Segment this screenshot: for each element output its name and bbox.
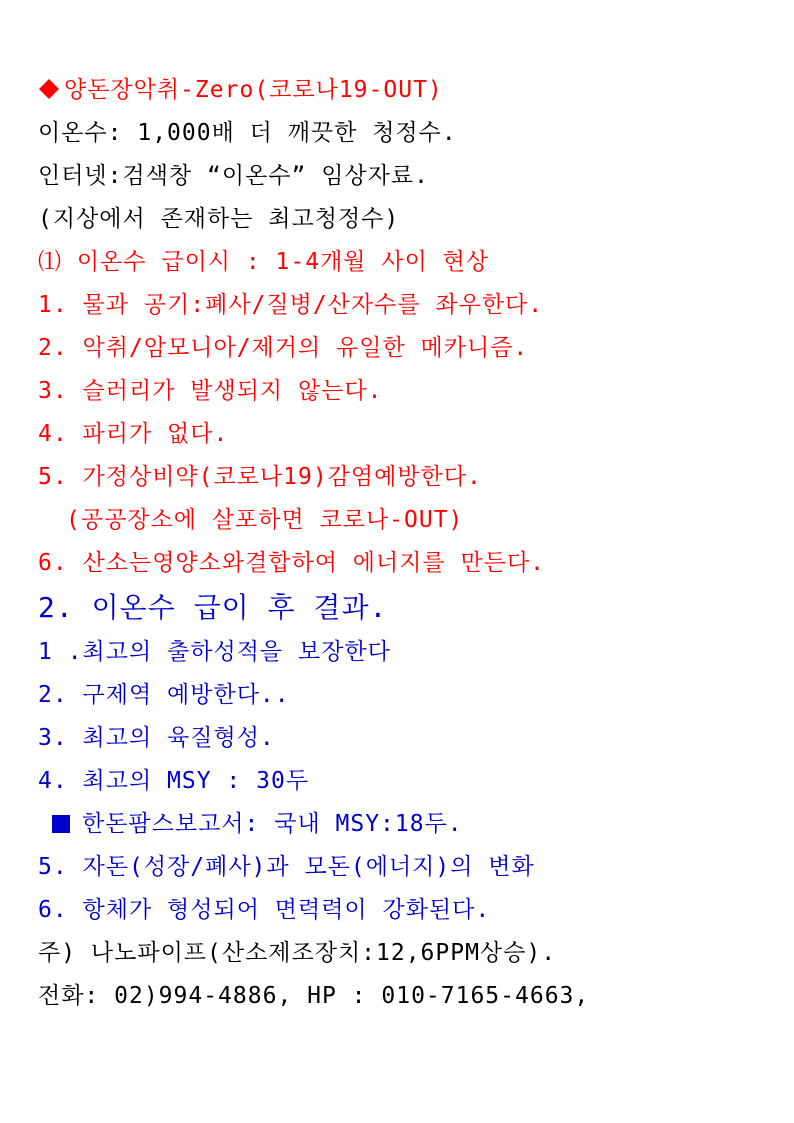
intro-line-3: (지상에서 존재하는 최고청정수) [38,206,400,232]
section1-item-3: 3. 슬러리가 발생되지 않는다. [38,378,383,404]
section2-item-3: 3. 최고의 육질형성. [38,725,275,751]
section2-heading: 2. 이온수 급이 후 결과. [38,591,388,624]
section2-item-5: 5. 자돈(성장/폐사)과 모돈(에너지)의 변화 [38,854,535,880]
footer-contact: 전화: 02)994-4886, HP : 010-7165-4663, [38,983,590,1009]
intro-line-2: 인터넷:검색창 “이온수” 임상자료. [38,163,429,189]
square-bullet-icon [52,815,70,833]
document-title-text: 양돈장악취-Zero(코로나19-OUT) [64,77,443,103]
section1-item-1: 1. 물과 공기:폐사/질병/산자수를 좌우한다. [38,292,544,318]
document-page [38,72,768,1021]
section1-item-4: 4. 파리가 없다. [38,421,229,447]
section2-item-2: 2. 구제역 예방한다.. [38,682,290,708]
section1-item-5: 5. 가정상비약(코로나19)감염예방한다. [38,464,482,490]
footer-company: 주) 나노파이프(산소제조장치:12,6PPM상승). [38,940,557,966]
intro-line-1: 이온수: 1,000배 더 깨끗한 청정수. [38,120,457,146]
section2-note [38,806,768,849]
section2-item-6: 6. 항체가 형성되어 면력력이 강화된다. [38,897,491,923]
section1-heading: ⑴ 이온수 급이시 : 1-4개월 사이 현상 [38,249,490,275]
section1-item-6: 6. 산소는영양소와결합하여 에너지를 만든다. [38,550,546,576]
section1-item-5-note: (공공장소에 살포하면 코로나-OUT) [66,507,464,533]
document-title [38,72,768,115]
section2-item-4: 4. 최고의 MSY : 30두 [38,768,310,794]
section2-note-text: 한돈팜스보고서: 국내 MSY:18두. [82,811,463,837]
diamond-icon [38,78,60,100]
section2-item-1: 1 .최고의 출하성적을 보장한다 [38,639,391,665]
section1-item-2: 2. 악취/암모니아/제거의 유일한 메카니즘. [38,335,529,361]
